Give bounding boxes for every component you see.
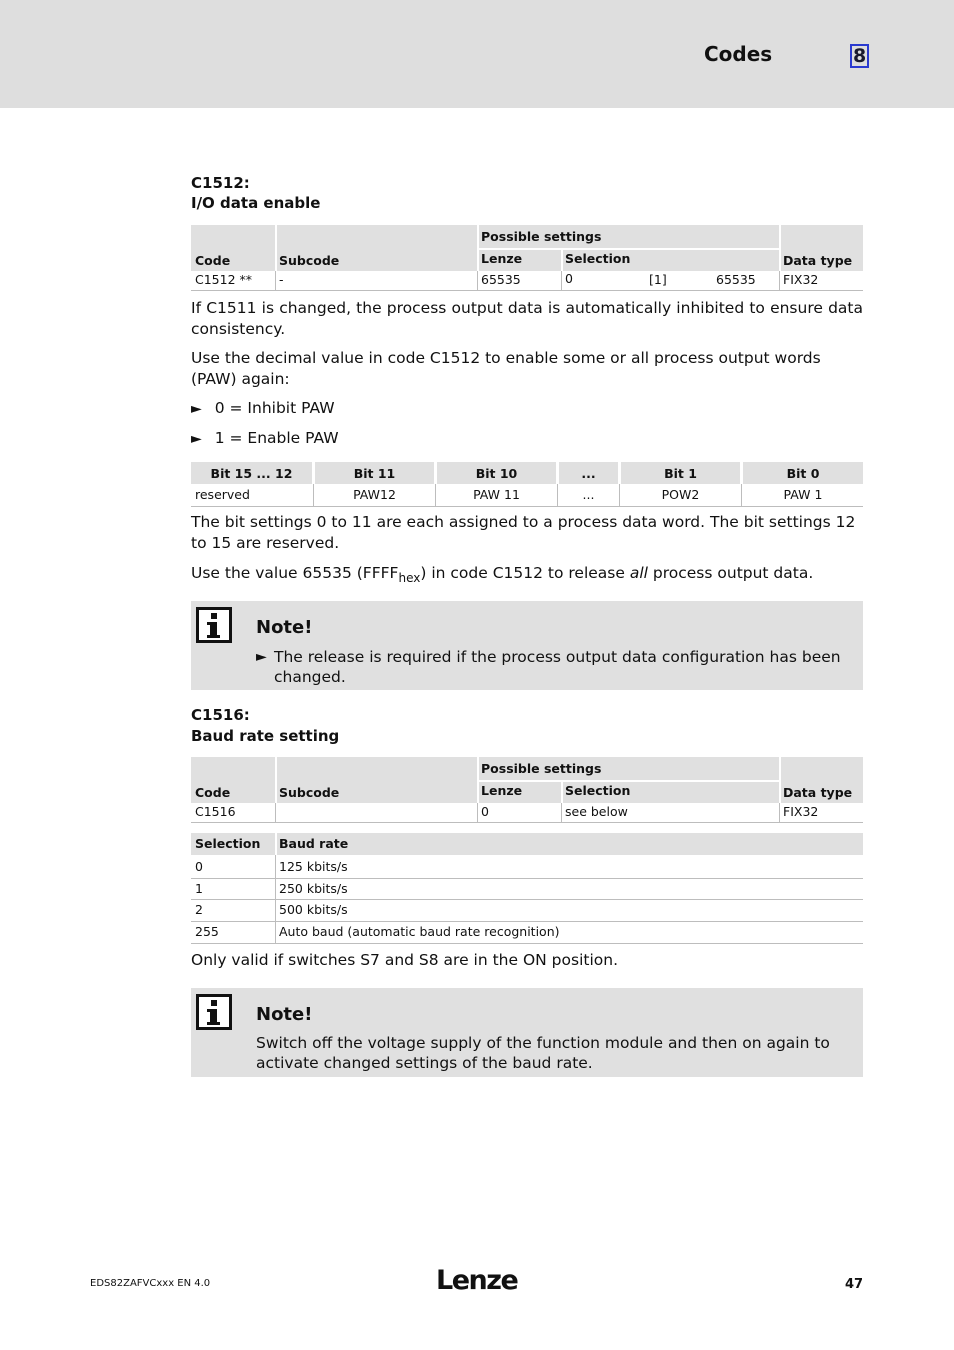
col-selection-header: Selection [565, 251, 631, 266]
note-2-text: Switch off the voltage supply of the function module and then on again to activate changed settings of the baud rate. [256, 1034, 830, 1072]
bullet-enable [191, 429, 339, 447]
bullet-arrow-icon: ► [256, 649, 267, 665]
baud-rate: 250 kbits/s [279, 881, 348, 896]
selection-min: 0 [565, 271, 573, 286]
selection-max: 65535 [716, 272, 756, 287]
c1512-paragraph-2: Use the decimal value in code C1512 to enable some or all process output words (PAW) again: [191, 349, 821, 388]
code-value: C1516 [195, 804, 236, 819]
selection-value: see below [565, 804, 628, 819]
col-possible-settings-header: Possible settings [481, 761, 602, 776]
c1512-settings-table [191, 225, 863, 292]
lenze-logo: Lenze [436, 1265, 518, 1296]
note-1-text: The release is required if the process output data configuration has been changed. [274, 648, 841, 686]
bit-header: Bit 10 [475, 466, 518, 481]
selection-step: [1] [649, 272, 667, 287]
bullet-inhibit [191, 399, 335, 417]
bullet-arrow-icon: ► [191, 401, 202, 417]
c1512-code-heading: C1512: [191, 174, 250, 192]
note-2-title: Note! [256, 1004, 313, 1025]
table-row [191, 879, 863, 900]
chapter-title: Codes [704, 42, 773, 66]
bit-value: PAW 1 [783, 487, 823, 502]
page-number: 47 [845, 1277, 864, 1292]
col-datatype-header: Data type [783, 253, 853, 268]
bit-table [191, 462, 863, 508]
bit-value: PAW 11 [473, 487, 520, 502]
baud-selection: 255 [195, 924, 219, 939]
baud-rate: 500 kbits/s [279, 902, 348, 917]
chapter-number[interactable]: 8 [850, 44, 869, 68]
bit-value: reserved [195, 487, 250, 502]
bit-header: Bit 1 [664, 466, 697, 481]
bit-header: ... [581, 466, 596, 481]
bullet-inhibit-text: 0 = Inhibit PAW [214, 399, 335, 417]
col-subcode-header: Subcode [279, 253, 340, 268]
col-subcode-header: Subcode [279, 785, 340, 800]
table-row [191, 900, 863, 921]
c1516-paragraph: Only valid if switches S7 and S8 are in the ON position. [191, 951, 618, 969]
note-box-1 [191, 601, 863, 690]
lenze-value: 0 [481, 804, 489, 819]
table-row [191, 857, 863, 878]
bit-header: Bit 0 [786, 466, 820, 481]
col-possible-settings-header: Possible settings [481, 229, 602, 244]
baud-col-rate-header: Baud rate [279, 836, 349, 851]
baud-selection: 0 [195, 859, 203, 874]
baud-selection: 2 [195, 902, 203, 917]
bit-header: Bit 15 ... 12 [210, 466, 293, 481]
bit-value: POW2 [661, 487, 700, 502]
code-value: C1512 ** [195, 272, 253, 287]
info-icon [196, 994, 232, 1030]
datatype-value: FIX32 [783, 272, 819, 287]
bullet-arrow-icon: ► [191, 431, 202, 447]
bit-value: PAW12 [353, 487, 396, 502]
c1516-title: Baud rate setting [191, 727, 340, 745]
bit-value: ... [582, 487, 595, 502]
header-band [0, 0, 954, 108]
baud-rate: 125 kbits/s [279, 859, 348, 874]
c1512-paragraph-1: If C1511 is changed, the process output data is automatically inhibited to ensure data consistency. [191, 299, 863, 338]
col-code-header: Code [195, 253, 231, 268]
c1512-title: I/O data enable [191, 194, 321, 212]
table-row [191, 922, 863, 943]
bit-header: Bit 11 [353, 466, 396, 481]
c1512-paragraph-3: The bit settings 0 to 11 are each assigned to a process data word. The bit settings 12 to 15 are reserved. [191, 513, 856, 552]
col-code-header: Code [195, 785, 231, 800]
note-box-2 [191, 988, 863, 1077]
col-selection-header: Selection [565, 783, 631, 798]
col-lenze-header: Lenze [481, 251, 523, 266]
subcode-value: - [279, 272, 284, 287]
col-datatype-header: Data type [783, 785, 853, 800]
baud-selection: 1 [195, 881, 203, 896]
c1516-settings-table [191, 757, 863, 824]
baud-rate-table [191, 833, 863, 945]
document-id: EDS82ZAFVCxxx EN 4.0 [90, 1278, 211, 1289]
c1512-paragraph-4: Use the value 65535 $(FFFF_{hex})$ in code C1512 to release all process output data. [191, 564, 814, 586]
col-lenze-header: Lenze [481, 783, 523, 798]
bullet-enable-text: 1 = Enable PAW [214, 429, 339, 447]
note-1-title: Note! [256, 617, 313, 638]
baud-col-selection-header: Selection [195, 836, 261, 851]
c1516-code-heading: C1516: [191, 706, 250, 724]
baud-rate: Auto baud (automatic baud rate recognition) [279, 924, 560, 939]
info-icon [196, 607, 232, 643]
datatype-value: FIX32 [783, 804, 819, 819]
lenze-value: 65535 [481, 272, 521, 287]
